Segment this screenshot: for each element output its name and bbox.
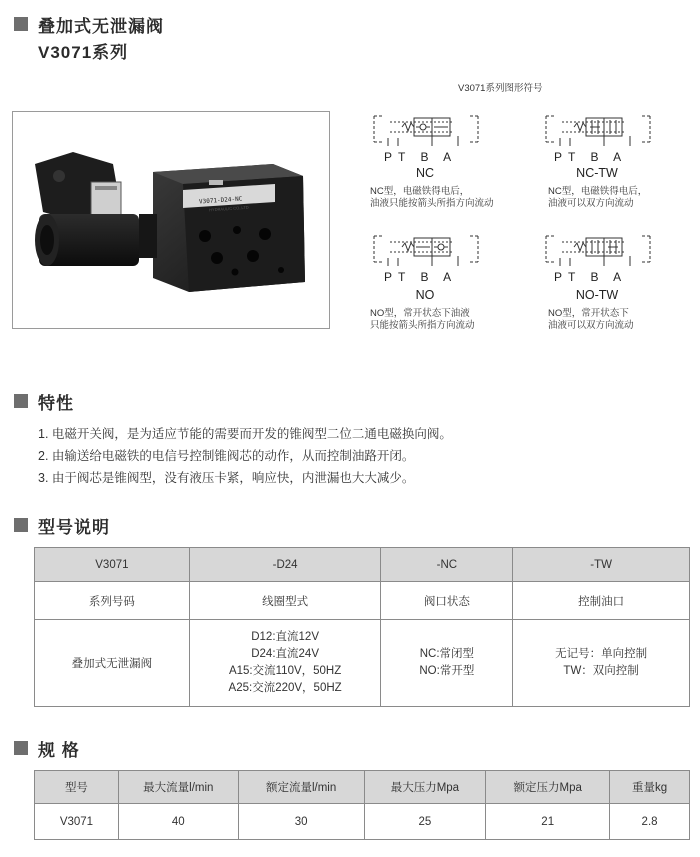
nc-desc-2: 油液只能按箭头所指方向流动 (370, 198, 494, 209)
section-marker-icon (14, 17, 28, 31)
spec-value-cell: 30 (238, 804, 364, 840)
no-name: NO (415, 288, 435, 302)
no-tw-name: NO-TW (575, 288, 619, 302)
model-label-cell: 系列号码 (35, 582, 190, 620)
no-port-labels: PT B A (384, 270, 458, 284)
table-row (35, 804, 690, 840)
model-coil-cell (189, 620, 381, 707)
no-symbol-icon (368, 228, 488, 268)
nc-desc-1: NC型，电磁铁得电后， (370, 186, 470, 197)
no-tw-symbol-icon (540, 228, 660, 268)
model-head-cell: V3071 (35, 548, 190, 582)
valve-image (13, 112, 329, 328)
nameplate-text: V3071-D24-NC (198, 195, 243, 206)
no-desc-1: NO型，常开状态下油液 (370, 308, 470, 319)
table-row (35, 620, 690, 707)
nameplate-maker: HYDRAULIC CO.,LTD (208, 204, 249, 213)
port-option: NO:常开型 (419, 665, 475, 677)
coil-option: D12:直流12V (251, 631, 319, 643)
table-row (35, 771, 690, 804)
control-option: 无记号：单向控制 (555, 648, 648, 660)
no-desc-2: 只能按箭头所指方向流动 (370, 320, 475, 331)
product-photo (12, 111, 330, 329)
port-option: NC:常闭型 (419, 648, 475, 660)
model-head-cell: -NC (381, 548, 513, 582)
spec-head-cell: 重量kg (610, 771, 690, 804)
spec-head-cell: 额定流量l/min (238, 771, 364, 804)
page-subtitle: V3071系列 (38, 43, 129, 62)
section-marker-icon (14, 741, 28, 755)
model-label-cell: 线圈型式 (189, 582, 381, 620)
model-table (34, 547, 690, 707)
spec-title: 规 格 (38, 741, 80, 760)
section-marker-icon (14, 394, 28, 408)
spec-value-cell: 25 (364, 804, 486, 840)
nc-tw-name: NC-TW (576, 166, 618, 180)
spec-table (34, 770, 690, 840)
spec-head-cell: 最大压力Mpa (364, 771, 486, 804)
model-control-cell (513, 620, 690, 707)
model-label-cell: 阀口状态 (381, 582, 513, 620)
coil-option: A15:交流110V，50HZ (228, 665, 342, 677)
model-head-cell: -TW (513, 548, 690, 582)
spec-value-cell: 40 (118, 804, 238, 840)
nc-tw-symbol-icon (540, 108, 660, 148)
nc-tw-desc-2: 油液可以双方向流动 (548, 198, 634, 209)
features-title: 特性 (38, 394, 74, 413)
nc-symbol-icon (368, 108, 488, 148)
model-label-cell: 控制油口 (513, 582, 690, 620)
feature-item: 2. 由输送给电磁铁的电信号控制锥阀芯的动作，从而控制油路开闭。 (38, 449, 415, 463)
symbols-title: V3071系列图形符号 (458, 83, 543, 94)
nc-port-labels: PT B A (384, 150, 458, 164)
no-tw-desc-2: 油液可以双方向流动 (548, 320, 634, 331)
section-marker-icon (14, 518, 28, 532)
nc-tw-port-labels: PT B A (554, 150, 628, 164)
model-desc-cell: 叠加式无泄漏阀 (35, 620, 190, 707)
no-tw-desc-1: NO型，常开状态下 (548, 308, 629, 319)
spec-head-cell: 型号 (35, 771, 119, 804)
coil-option: A25:交流220V，50HZ (228, 682, 342, 694)
coil-option: D24:直流24V (251, 648, 319, 660)
feature-item: 1. 电磁开关阀，是为适应节能的需要而开发的锥阀型二位二通电磁换向阀。 (38, 427, 452, 441)
model-head-cell: -D24 (189, 548, 381, 582)
table-row (35, 582, 690, 620)
feature-item: 3. 由于阀芯是锥阀型，没有液压卡紧，响应快，内泄漏也大大减少。 (38, 471, 415, 485)
spec-value-cell: V3071 (35, 804, 119, 840)
spec-value-cell: 2.8 (610, 804, 690, 840)
spec-head-cell: 最大流量l/min (118, 771, 238, 804)
model-port-cell (381, 620, 513, 707)
nc-tw-desc-1: NC型，电磁铁得电后， (548, 186, 648, 197)
spec-value-cell: 21 (486, 804, 610, 840)
nc-name: NC (415, 166, 435, 180)
control-option: TW：双向控制 (563, 665, 639, 677)
no-tw-port-labels: PT B A (554, 270, 628, 284)
table-row (35, 548, 690, 582)
page-title: 叠加式无泄漏阀 (38, 17, 164, 36)
model-title: 型号说明 (38, 518, 110, 537)
spec-head-cell: 额定压力Mpa (486, 771, 610, 804)
